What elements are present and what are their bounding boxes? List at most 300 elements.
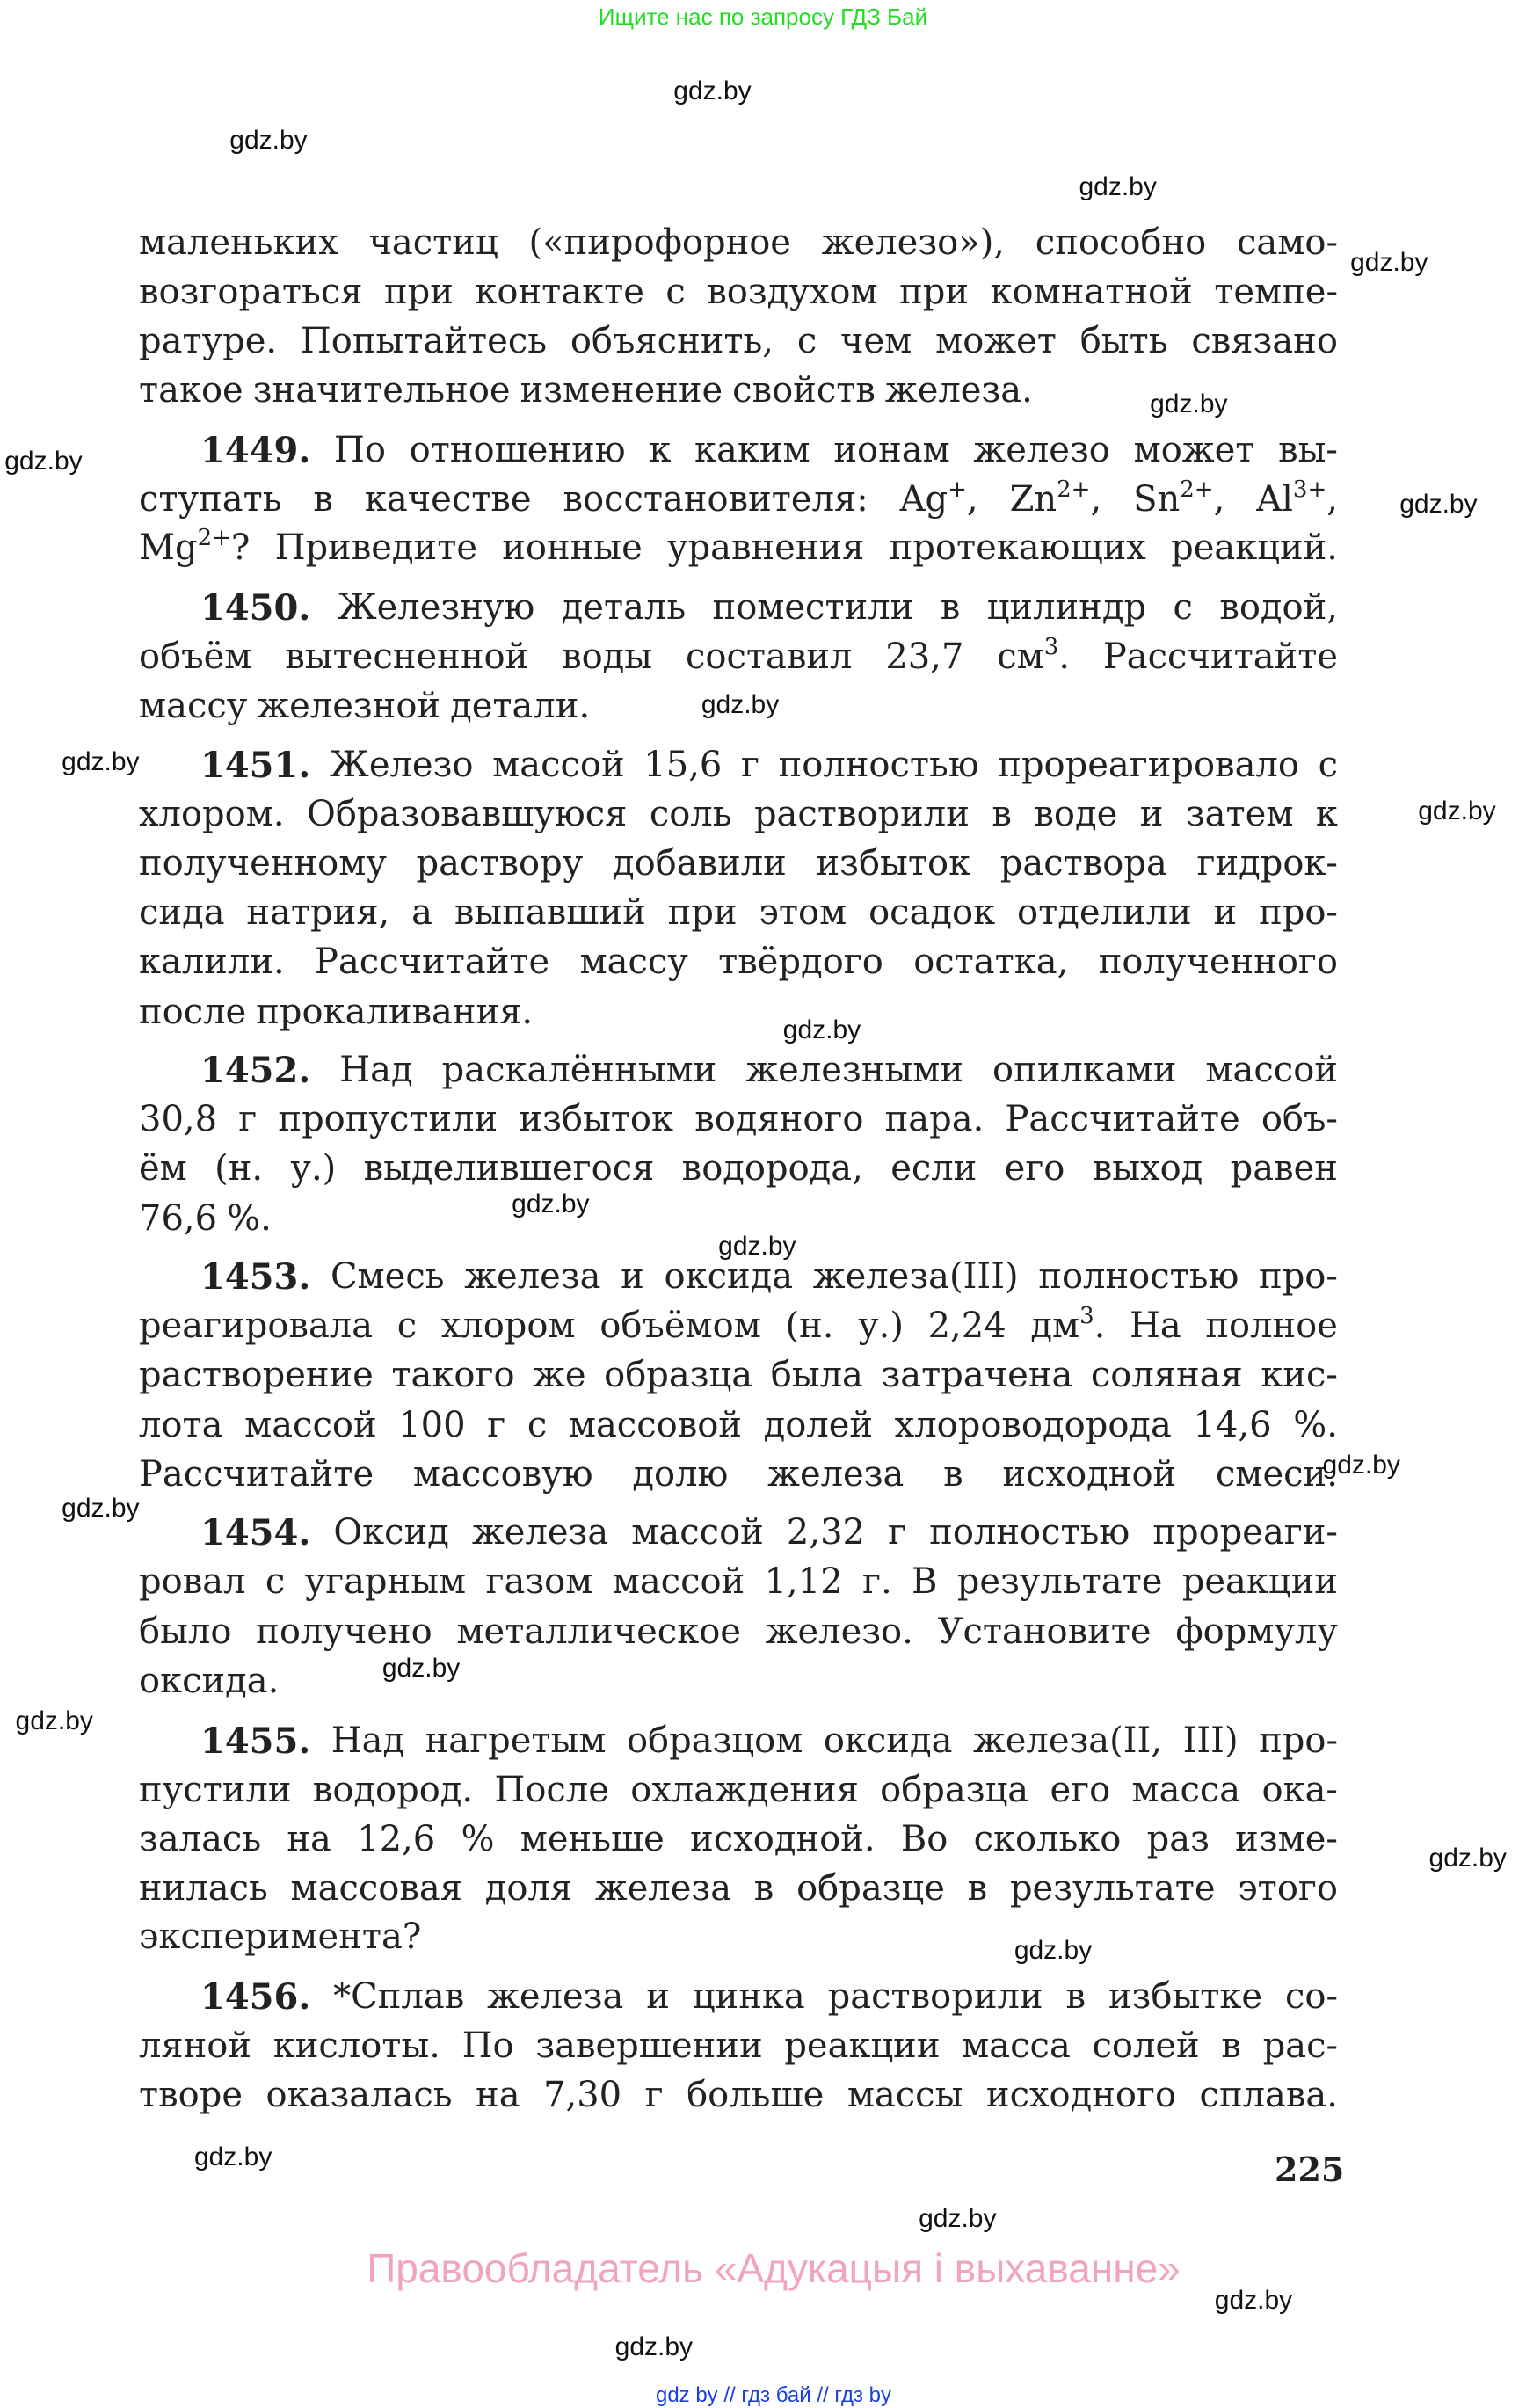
word-text: Над: [339, 1050, 413, 1091]
word-text: («пирофорное: [528, 222, 791, 263]
word-text: ока-: [1261, 1770, 1338, 1811]
word: [139, 2075, 243, 2124]
word: [1259, 892, 1338, 942]
word-text: на: [476, 2075, 520, 2116]
text-line: [139, 1405, 1338, 1454]
word-text: г.: [862, 1561, 892, 1603]
watermark-text: gdz.by: [701, 690, 780, 720]
word: [862, 1561, 892, 1611]
word: [333, 1512, 448, 1561]
word-text: и: [1213, 892, 1238, 934]
word: [391, 1355, 514, 1404]
word: [1140, 794, 1164, 843]
word: [828, 1976, 1043, 2026]
word: [745, 1050, 963, 1099]
word-text: контакте: [475, 271, 644, 312]
word: [1010, 479, 1102, 528]
word-text: выпавший: [454, 892, 646, 934]
word: [1183, 1721, 1239, 1770]
word: [139, 637, 251, 686]
word-text: По: [461, 2026, 514, 2067]
word: [139, 524, 251, 577]
word: [1186, 794, 1294, 843]
word-text: уравнения: [667, 527, 865, 568]
watermark-text: gdz.by: [718, 1231, 796, 1261]
word-text: осадок: [868, 892, 996, 934]
word: [1133, 479, 1224, 528]
text-line: [139, 272, 1338, 321]
text-line: [200, 1256, 1338, 1306]
footer-links[interactable]: gdz by // гдз бай // гдз by: [655, 2383, 892, 2407]
word: [200, 1050, 310, 1099]
watermark-text: gdz.by: [1399, 490, 1478, 520]
word-text: воде: [1034, 794, 1118, 835]
word-text: быть: [1079, 320, 1168, 361]
word: [833, 430, 949, 479]
word-text: ступать: [139, 479, 282, 520]
word-text: ляной: [139, 2026, 252, 2067]
text-line: [200, 1721, 1338, 1770]
word: [528, 222, 791, 272]
word-text: пропустили: [278, 1099, 498, 1140]
word: [139, 843, 387, 892]
exercise-number: 1453.: [200, 1256, 311, 1299]
word: [411, 892, 432, 942]
word: [139, 794, 285, 843]
word: [454, 892, 646, 942]
word-text: исходной.: [690, 1819, 876, 1860]
word: [1005, 1148, 1065, 1197]
word-text: после: [139, 991, 247, 1032]
word-text: .: [1058, 637, 1071, 678]
word-text: реагировала: [139, 1306, 374, 1347]
word-text: с: [665, 271, 686, 312]
word: [331, 1256, 445, 1306]
text-line: [139, 634, 1338, 686]
word-text: ём: [139, 1148, 187, 1189]
text-line: [200, 745, 1338, 794]
word-text: про-: [1259, 1256, 1338, 1298]
word-text: изме-: [1235, 1819, 1338, 1860]
word: [1259, 1256, 1338, 1306]
word: [139, 1611, 231, 1661]
word-text: раз: [1146, 1819, 1210, 1860]
text-line: [139, 942, 1338, 991]
watermark-text: gdz.by: [229, 126, 308, 156]
word-text: Установите: [937, 1611, 1152, 1652]
word: [305, 1561, 467, 1611]
word-text: нагретым: [425, 1721, 607, 1761]
word-text: г: [888, 1512, 907, 1553]
word-text: и: [646, 1976, 670, 2018]
word-text: железа: [767, 1453, 905, 1495]
page-number: 225: [1275, 2149, 1345, 2189]
word-text: массовую: [412, 1453, 593, 1495]
word-text: растворили: [827, 1976, 1043, 2018]
word-text: массу: [139, 686, 248, 727]
word-text: затрачена: [881, 1355, 1073, 1396]
word: [1091, 1355, 1243, 1404]
word: [968, 1868, 988, 1917]
text-line: [139, 1454, 1338, 1503]
watermark-text: gdz.by: [614, 2332, 694, 2361]
word-text: образца: [880, 1770, 1029, 1811]
word: [417, 843, 584, 892]
word-text: водород.: [312, 1770, 474, 1811]
word: [1216, 1454, 1338, 1503]
word-text: про-: [1259, 892, 1338, 934]
word: [139, 1561, 245, 1611]
word-text: долю: [632, 1453, 729, 1495]
word: [766, 1611, 913, 1661]
word: [1293, 1405, 1338, 1454]
word: [462, 2026, 514, 2075]
word-text: полное: [1205, 1306, 1338, 1347]
word-text: ратуре.: [139, 320, 278, 361]
word-text: водяного: [694, 1099, 864, 1140]
text-line: [200, 587, 1338, 637]
word: [707, 272, 877, 321]
word-text: %.: [1293, 1404, 1338, 1445]
word: [275, 527, 477, 577]
word-text: смеси.: [1215, 1453, 1338, 1495]
text-line: [139, 1561, 1338, 1611]
word: [1175, 1611, 1338, 1661]
word-text: полностью: [929, 1512, 1130, 1553]
word-text: ровал: [139, 1561, 246, 1603]
word: [645, 2075, 664, 2124]
word-text: солей: [1092, 2026, 1200, 2067]
word-text: исходного: [985, 2075, 1177, 2116]
word: [139, 1405, 222, 1454]
word-text: ,: [1326, 479, 1338, 520]
word: [291, 1868, 462, 1917]
word: [563, 479, 868, 528]
word: [397, 1306, 417, 1355]
word-text: твёрдого: [718, 942, 883, 983]
word: [694, 1099, 863, 1148]
word: [765, 1561, 843, 1611]
watermark-text: gdz.by: [1014, 1935, 1093, 1965]
word: [613, 843, 787, 892]
word: [486, 1561, 593, 1611]
word-text: если: [890, 1148, 977, 1189]
word: [1000, 843, 1167, 892]
word: [1259, 1721, 1338, 1770]
text-line: [200, 430, 1338, 479]
word: [1002, 1454, 1176, 1503]
word: [227, 1198, 272, 1248]
word-text: затем: [1185, 794, 1294, 835]
word: [764, 1405, 873, 1454]
word-text: %: [461, 1819, 495, 1860]
exercise-number: 1452.: [200, 1050, 311, 1092]
word-text: его: [1050, 1770, 1111, 1811]
word: [307, 794, 627, 843]
word-text: угарным: [304, 1561, 467, 1603]
word: [273, 2026, 440, 2075]
word-text: сколько: [973, 1819, 1122, 1860]
word-text: 2,24: [927, 1306, 1006, 1347]
word-text: с: [1318, 745, 1338, 785]
word-text: массой: [244, 1404, 377, 1445]
word: [630, 1770, 859, 1819]
word: [1173, 587, 1192, 637]
word-text: связано: [1191, 320, 1338, 361]
word: [817, 843, 971, 892]
word: [1152, 1512, 1338, 1561]
word: [1182, 1561, 1338, 1611]
word-text: см: [997, 637, 1044, 678]
word-text: Железо: [329, 745, 474, 785]
word: [139, 1148, 187, 1197]
search-banner: Ищите нас по запросу ГДЗ Бай: [598, 4, 928, 30]
word-text: дм: [1030, 1306, 1080, 1347]
word-text: про-: [1259, 1721, 1338, 1761]
word: [487, 1405, 505, 1454]
word: [238, 1099, 257, 1148]
word: [1221, 2026, 1241, 2075]
word: [885, 637, 963, 686]
word-text: Рассчитайте: [315, 942, 550, 983]
word: [139, 992, 246, 1041]
word: [779, 745, 979, 794]
word-text: массу: [579, 942, 688, 983]
word-text: Mg: [139, 527, 198, 568]
word: [569, 1405, 742, 1454]
word-text: эксперимента?: [139, 1916, 422, 1957]
text-line: [139, 992, 1338, 1041]
word-text: а: [411, 892, 433, 934]
word-text: 1,12: [764, 1561, 843, 1603]
word-text: 100: [398, 1404, 466, 1445]
word-text: вытесненной: [285, 637, 529, 678]
word: [1278, 430, 1338, 479]
word-text: охлаждения: [630, 1770, 859, 1811]
word: [1214, 892, 1238, 942]
text-line: [139, 892, 1338, 942]
word-text: этого: [1238, 1868, 1338, 1910]
word: [139, 1661, 279, 1710]
word: [139, 942, 285, 991]
word: [813, 1256, 1019, 1306]
word-text: (н.: [214, 1148, 264, 1189]
word-text: в: [1221, 2026, 1241, 2067]
word-text: избыток: [816, 843, 971, 884]
text-line: [139, 843, 1338, 892]
word-text: объёмом: [600, 1306, 761, 1347]
word: [533, 1355, 585, 1404]
word: [200, 430, 310, 479]
word: [885, 1099, 985, 1148]
word: [562, 637, 652, 686]
word-text: 2,32: [786, 1512, 865, 1553]
word: [668, 892, 738, 942]
word-text: массы: [847, 2075, 963, 2116]
word: [1065, 1976, 1086, 2026]
word: [520, 370, 723, 419]
word-text: воды: [562, 637, 653, 678]
word-text: изменение: [520, 369, 723, 411]
word-text: железа(III): [812, 1256, 1019, 1298]
word: [1050, 1770, 1110, 1819]
text-line: [139, 1661, 1338, 1710]
word-text: в: [967, 1868, 988, 1910]
watermark-text: gdz.by: [15, 1706, 93, 1735]
word: [139, 686, 247, 735]
word-text: хлором: [440, 1306, 576, 1347]
word-text: III): [1182, 1721, 1239, 1761]
word: [139, 272, 362, 321]
exercise-number: 1456.: [200, 1976, 311, 2019]
word-text: железо»),: [821, 222, 1006, 263]
word-text: оказалась: [265, 2075, 453, 2116]
word-text: железа(II,: [972, 1721, 1163, 1761]
word-text: и: [1139, 794, 1164, 835]
word: [631, 1512, 764, 1561]
word: [339, 1050, 412, 1099]
word-text: полученного: [1098, 942, 1338, 983]
word-text: образце: [796, 1868, 945, 1910]
word-text: Sn: [1133, 479, 1181, 520]
word: [928, 1306, 1006, 1355]
word: [1134, 430, 1255, 479]
word: [957, 1561, 1163, 1611]
word: [425, 1721, 607, 1770]
word: [987, 587, 1146, 637]
word-text: этом: [759, 892, 847, 934]
watermark-text: gdz.by: [673, 76, 752, 106]
word-text: само-: [1237, 222, 1338, 263]
word-text: цилиндр: [986, 587, 1147, 629]
word: [1263, 2026, 1338, 2075]
word-text: такого: [391, 1355, 515, 1396]
watermark-text: gdz.by: [62, 1493, 140, 1523]
word-text: комнатной: [990, 271, 1193, 312]
word: [687, 2075, 824, 2124]
word: [901, 1819, 948, 1868]
word-text: реакции: [784, 2026, 941, 2067]
word-text: в: [940, 587, 961, 629]
watermark-text: gdz.by: [1079, 171, 1157, 201]
watermark-text: gdz.by: [1428, 1843, 1507, 1873]
word: [941, 587, 961, 637]
text-line: [200, 1976, 1338, 2026]
word-text: объём: [139, 637, 252, 678]
word: [1006, 1099, 1240, 1148]
word: [929, 1512, 1130, 1561]
word-text: Al: [1256, 479, 1293, 520]
word-text: нилась: [139, 1868, 268, 1910]
word-text: образцом: [626, 1721, 803, 1761]
word-text: с: [1173, 587, 1193, 629]
word: [1038, 1256, 1239, 1306]
word: [986, 2075, 1176, 2124]
word-text: В: [912, 1561, 938, 1603]
word: [139, 1917, 421, 1966]
word: [139, 1198, 217, 1248]
text-line: [139, 2075, 1338, 2124]
word: [200, 1721, 310, 1770]
word: [1238, 1868, 1338, 1917]
word: [847, 2075, 963, 2124]
word: [200, 1512, 310, 1561]
word: [1237, 222, 1338, 272]
word-text: газом: [485, 1561, 593, 1603]
word-text: железными: [745, 1050, 963, 1091]
word-text: ?: [230, 527, 251, 568]
word: [600, 1306, 761, 1355]
word-text: со-: [1285, 1976, 1338, 2018]
word: [973, 430, 1109, 479]
word-text: реакции: [1181, 1561, 1338, 1603]
word-text: хлороводорода: [894, 1404, 1172, 1445]
superscript: +: [948, 477, 967, 504]
word: [1108, 1976, 1262, 2026]
word: [244, 1405, 377, 1454]
word-text: больше: [687, 2075, 825, 2116]
word: [1261, 1770, 1337, 1819]
text-line: [139, 321, 1338, 370]
word-text: сида: [139, 892, 225, 934]
word: [265, 1561, 285, 1611]
word: [962, 2026, 1071, 2075]
word-text: 23,7: [885, 637, 964, 678]
word-text: Оксид: [333, 1512, 449, 1553]
word: [888, 1512, 906, 1561]
word-text: пара.: [884, 1099, 985, 1140]
word-text: формулу: [1175, 1611, 1338, 1652]
word-text: доля: [484, 1868, 573, 1910]
word: [139, 1355, 374, 1404]
word-text: отношению: [409, 430, 626, 471]
word: [313, 479, 333, 528]
word: [880, 1770, 1028, 1819]
word: [398, 1405, 465, 1454]
word-text: кислоты.: [272, 2026, 440, 2067]
word: [1092, 2026, 1199, 2075]
exercise-number: 1450.: [200, 587, 311, 629]
word-text: масса: [962, 2026, 1071, 2067]
watermark-text: gdz.by: [62, 747, 140, 776]
word: [1093, 1148, 1203, 1197]
word: [595, 1868, 731, 1917]
word: [1017, 892, 1192, 942]
word: [1130, 1306, 1181, 1355]
word-text: .: [1094, 1306, 1106, 1347]
word-text: остатка,: [913, 942, 1069, 983]
word: [741, 745, 759, 794]
text-line: [139, 1099, 1338, 1148]
word-text: раствору: [416, 843, 584, 884]
word: [643, 745, 722, 794]
word: [527, 1405, 547, 1454]
word-text: значительное: [252, 369, 511, 411]
text-line: [139, 1917, 1338, 1966]
word-text: в: [753, 1868, 774, 1910]
word-text: выделившегося: [363, 1148, 655, 1189]
word: [290, 1148, 336, 1197]
word: [991, 272, 1193, 321]
word: [543, 2075, 621, 2124]
superscript: 2+: [1180, 477, 1214, 504]
word-text: реакций.: [1171, 527, 1338, 568]
word-text: Железную: [337, 587, 535, 629]
watermark-text: gdz.by: [1322, 1450, 1400, 1480]
word: [266, 2075, 453, 2124]
word-text: железо.: [765, 1611, 913, 1652]
word: [840, 321, 912, 370]
